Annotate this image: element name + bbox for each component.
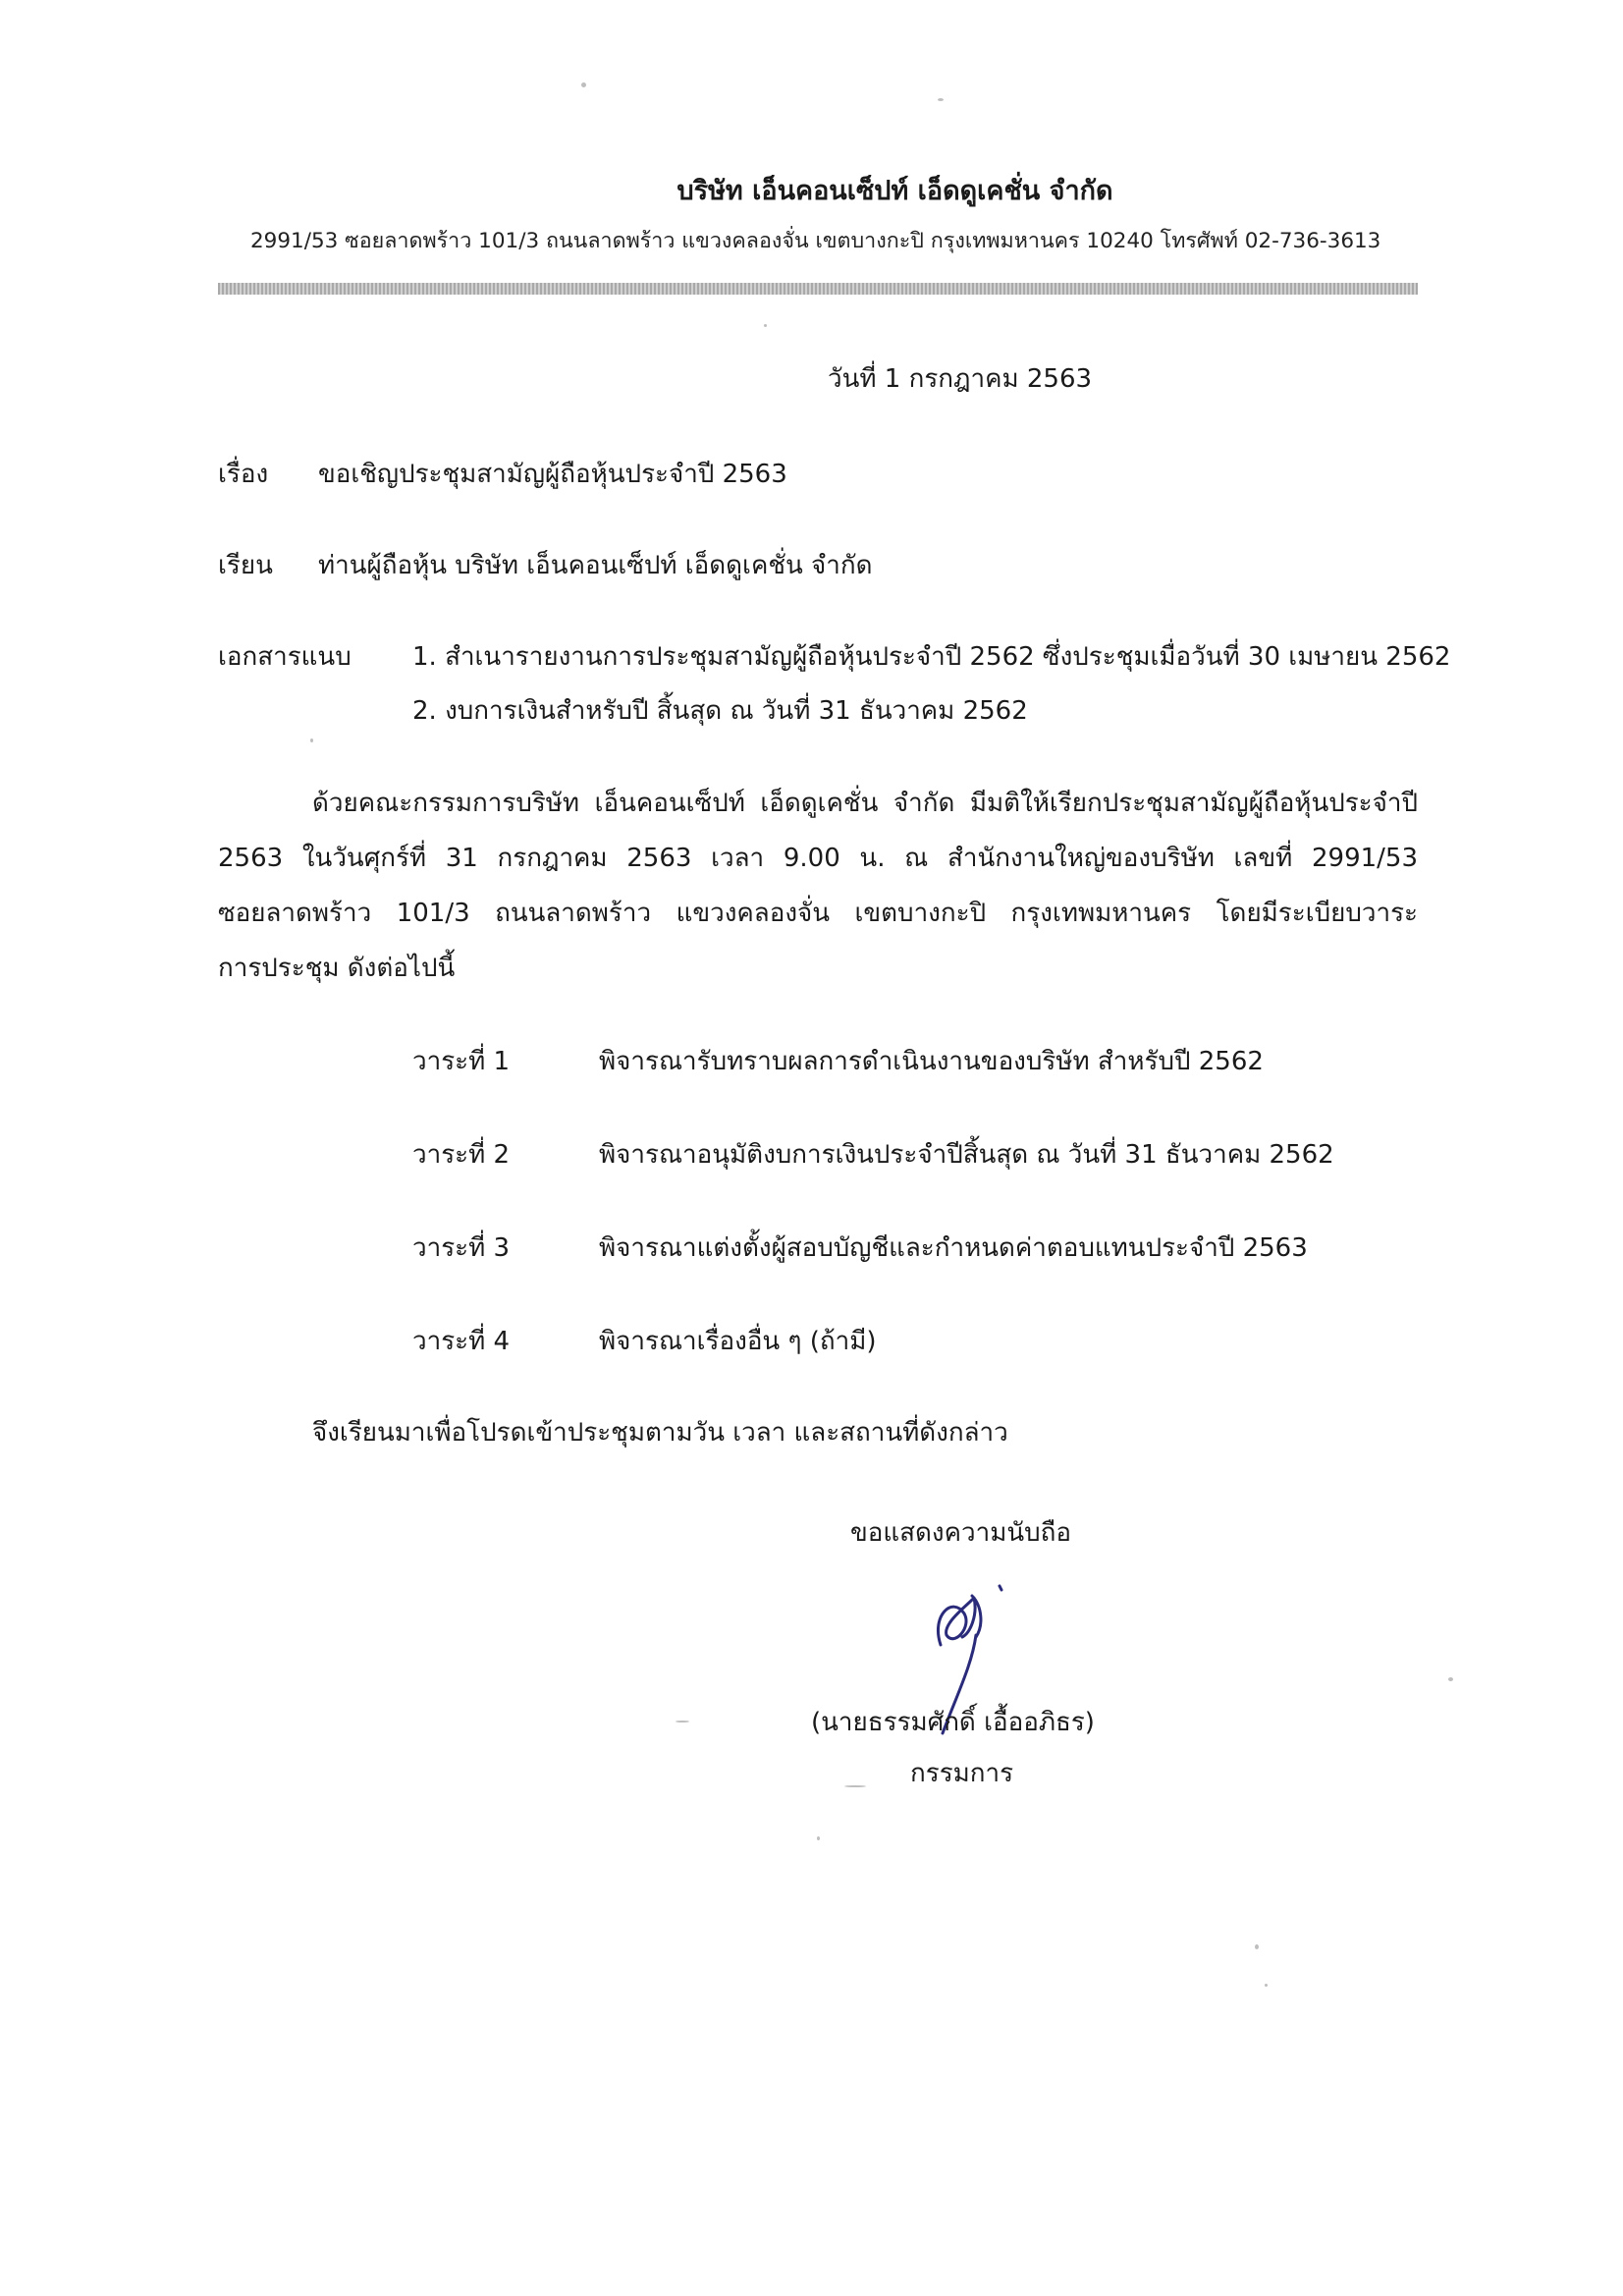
subject-value: ขอเชิญประชุมสามัญผู้ถือหุ้นประจำปี 2563 [318, 460, 787, 489]
agenda-text: พิจารณารับทราบผลการดำเนินงานของบริษัท สำหรับปี 2562 [599, 1047, 1264, 1076]
subject-label: เรื่อง [218, 460, 269, 489]
body-line: 2563 ในวันศุกร์ที่ 31 กรกฎาคม 2563 เวลา 9.00 น. ณ สำนักงานใหญ่ของบริษัท เลขที่ 2991/53 [218, 844, 1418, 873]
scan-speck [764, 324, 767, 327]
body-line: ด้วยคณะกรรมการบริษัท เอ็นคอนเซ็ปท์ เอ็ดดูเคชั่น จำกัด มีมติให้เรียกประชุมสามัญผู้ถือหุ้นประจำปี [312, 789, 1418, 818]
scan-speck [581, 82, 586, 87]
signatory-name: (นายธรรมศักดิ์ เอื้ออภิธร) [811, 1708, 1095, 1737]
recipient-label: เรียน [218, 551, 273, 580]
signatory-title: กรรมการ [910, 1759, 1014, 1788]
company-address: 2991/53 ซอยลาดพร้าว 101/3 ถนนลาดพร้าว แขวงคลองจั่น เขตบางกะปิ กรุงเทพมหานคร 10240 โทรศัพท์ 02-736-3613 [250, 229, 1381, 253]
agenda-text: พิจารณาเรื่องอื่น ๆ (ถ้ามี) [599, 1327, 877, 1356]
body-paragraph [218, 776, 1418, 996]
letterhead-divider [218, 283, 1418, 295]
agenda-number: วาระที่ 2 [412, 1140, 511, 1170]
attachments-label: เอกสารแนบ [218, 642, 352, 672]
letter-date: วันที่ 1 กรกฎาคม 2563 [828, 364, 1093, 394]
company-name: บริษัท เอ็นคอนเซ็ปท์ เอ็ดดูเคชั่น จำกัด [676, 176, 1113, 206]
closing-sentence: จึงเรียนมาเพื่อโปรดเข้าประชุมตามวัน เวลา และสถานที่ดังกล่าว [312, 1418, 1008, 1448]
scan-speck [310, 738, 313, 742]
agenda-number: วาระที่ 3 [412, 1233, 511, 1263]
attachment-item: 1. สำเนารายงานการประชุมสามัญผู้ถือหุ้นประจำปี 2562 ซึ่งประชุมเมื่อวันที่ 30 เมษายน 2562 [412, 642, 1451, 672]
agenda-text: พิจารณาแต่งตั้งผู้สอบบัญชีและกำหนดค่าตอบแทนประจำปี 2563 [599, 1233, 1308, 1263]
agenda-number: วาระที่ 4 [412, 1327, 511, 1356]
agenda-text: พิจารณาอนุมัติงบการเงินประจำปีสิ้นสุด ณ วันที่ 31 ธันวาคม 2562 [599, 1140, 1334, 1170]
scan-speck [938, 98, 944, 101]
scan-speck [676, 1721, 689, 1722]
complimentary-close: ขอแสดงความนับถือ [850, 1518, 1071, 1548]
attachment-item: 2. งบการเงินสำหรับปี สิ้นสุด ณ วันที่ 31 ธันวาคม 2562 [412, 696, 1028, 726]
agenda-number: วาระที่ 1 [412, 1047, 511, 1076]
scan-speck [1265, 1984, 1268, 1987]
recipient-value: ท่านผู้ถือหุ้น บริษัท เอ็นคอนเซ็ปท์ เอ็ดดูเคชั่น จำกัด [318, 551, 873, 580]
scan-speck [1448, 1677, 1453, 1681]
body-line: การประชุม ดังต่อไปนี้ [218, 954, 456, 983]
scan-speck [844, 1785, 866, 1787]
scan-speck [817, 1836, 820, 1840]
body-line: ซอยลาดพร้าว 101/3 ถนนลาดพร้าว แขวงคลองจั่น เขตบางกะปิ กรุงเทพมหานคร โดยมีระเบียบวาระ [218, 899, 1418, 928]
scan-speck [1255, 1944, 1259, 1949]
